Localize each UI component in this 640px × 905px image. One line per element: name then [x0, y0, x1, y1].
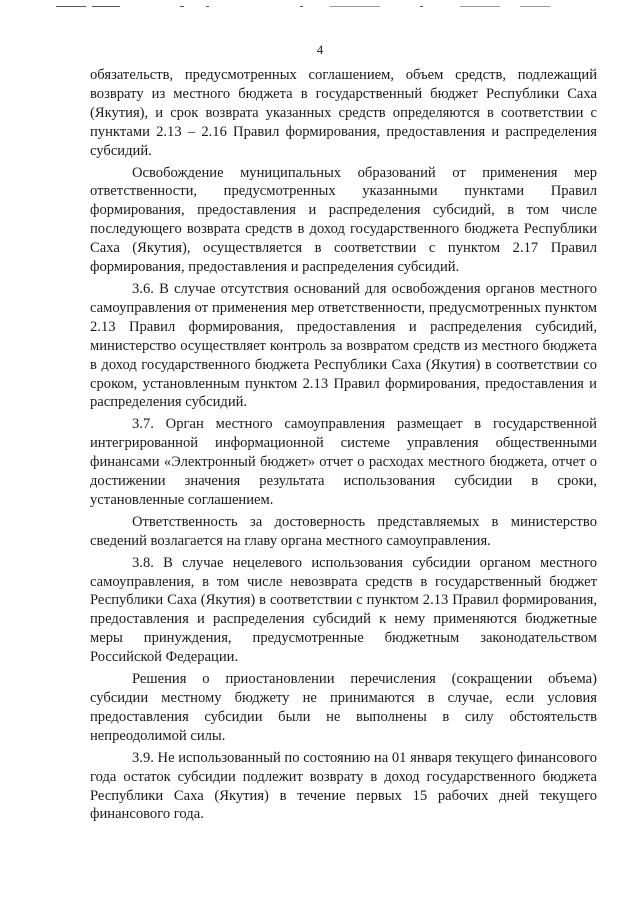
- paragraph-continuation: обязательств, предусмотренных соглашением, объем средств, подлежащий возврату из местного бюджета в государственный бюджет Республики Саха (Якутия), и срок возврата указанных средств определяются в соответствии с пунктами 2.13 – 2.16 Правил формирования, предоставления и распределения субсидий.: [90, 67, 597, 159]
- paragraph-3-6: 3.6. В случае отсутствия оснований для освобождения органов местного самоуправления от применения мер ответственности, предусмотренных пунктом 2.13 Правил формирования, предоставления и распределения субсидий, министерство осуществляет контроль за возвратом средств из местного бюджета в доход государственного бюджета Республики Саха (Якутия) в соответствии со сроком, установленным пунктом 2.13 Правил формирования, предоставления и распределения субсидий.: [90, 280, 597, 411]
- paragraph-3-7: 3.7. Орган местного самоуправления размещает в государственной интегрированной информационной системе управления общественными финансами «Электронный бюджет» отчет о расходах местного бюджета, отчет о достижении значения результата использования субсидии в сроки, установленные соглашением.: [90, 416, 597, 508]
- paragraph-suspension-decisions: Решения о приостановлении перечисления (сокращении объема) субсидии местному бюджету не принимаются в случае, если условия предоставления субсидии были не выполнены в силу обстоятельств непреодолимой силы.: [90, 671, 597, 744]
- paragraph-responsibility: Ответственность за достоверность представляемых в министерство сведений возлагается на главу органа местного самоуправления.: [90, 513, 597, 549]
- paragraph-3-9: 3.9. Не использованный по состоянию на 01 января текущего финансового года остаток субсидии подлежит возврату в доход государственного бюджета Республики Саха (Якутия) в течение первых 15 рабочих дней текущего финансового года.: [90, 749, 597, 823]
- scan-artifact-marks: [0, 5, 640, 11]
- paragraph-exemption: Освобождение муниципальных образований от применения мер ответственности, предусмотренных указанными пунктами Правил формирования, предоставления и распределения субсидий, в том числе последующего возврата средств в доход государственного бюджета Республики Саха (Якутия), осуществляется в соответствии с пунктом 2.17 Правил формирования, предоставления и распределения субсидий.: [90, 164, 597, 276]
- document-body: [90, 66, 597, 827]
- paragraph-3-8: 3.8. В случае нецелевого использования субсидии органом местного самоуправления, в том числе невозврата средств в государственный бюджет Республики Саха (Якутия) в соответствии с пунктом 2.13 Правил формирования, предоставления и распределения субсидий к нему применяются бюджетные меры принуждения, предусмотренные бюджетным законодательством Российской Федерации.: [90, 554, 597, 666]
- page-number: 4: [316, 42, 324, 57]
